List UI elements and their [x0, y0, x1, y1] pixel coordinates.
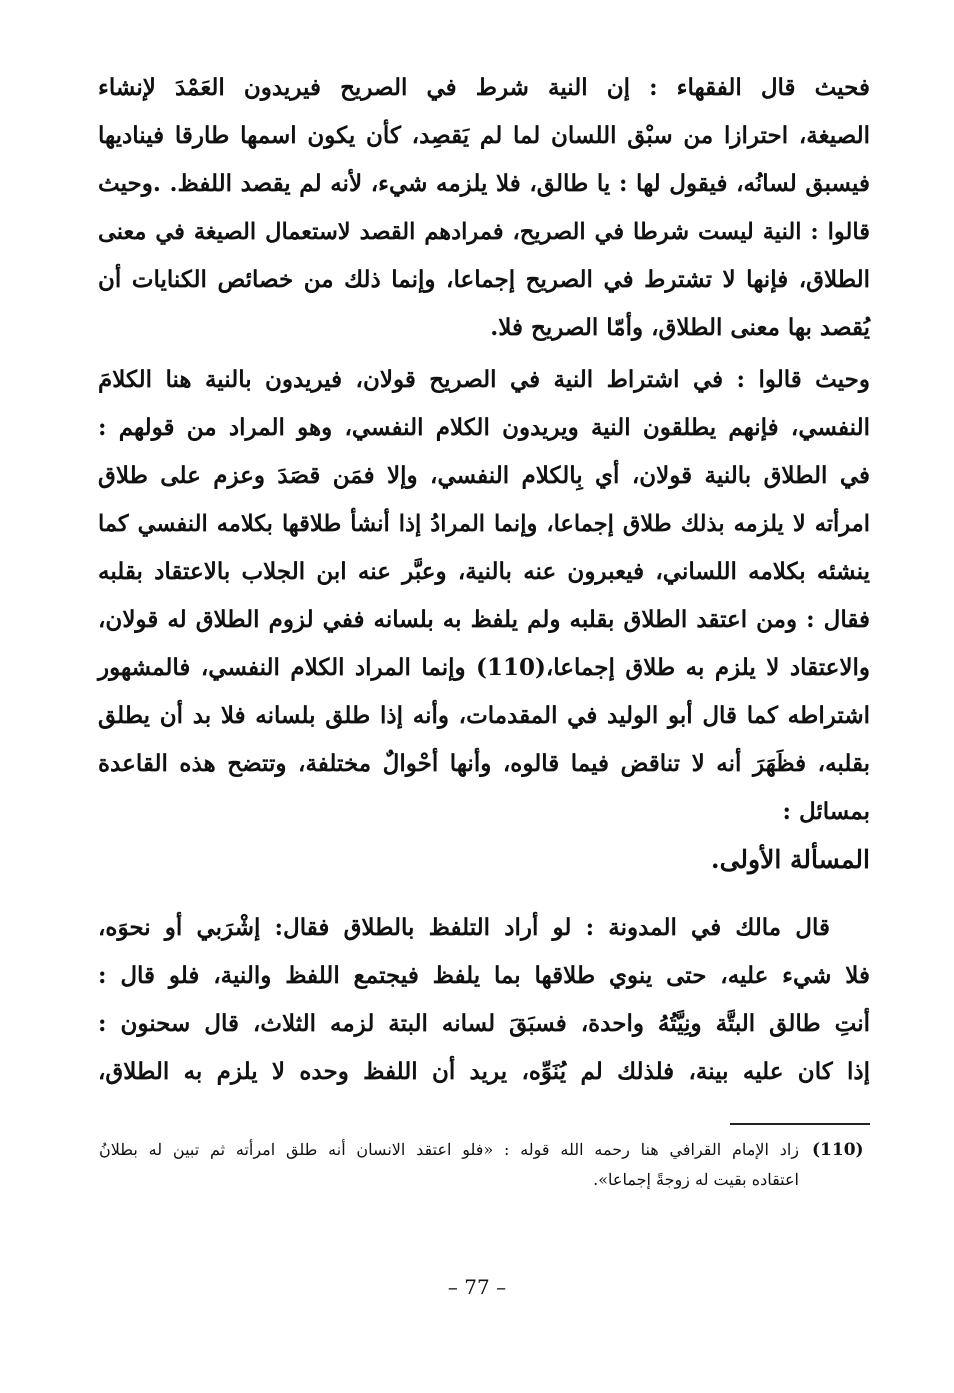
text-line: في الطلاق بالنية قولان، أي بِالكلام النفسي، وإلا فمَن قصَدَ وعزم على طلاق — [98, 462, 870, 489]
text-line: أنتِ طالق البتَّة ونِيَّتُهُ واحدة، فسبَقَ لسانه البتة لزمه الثلاث، قال سحنون : — [98, 1010, 870, 1037]
paragraph-2 — [98, 360, 870, 840]
text-line: امرأته لا يلزمه بذلك طلاق إجماعا، وإنما المرادُ إذا أنشأ طلاقها بكلامه النفسي كما — [98, 511, 870, 537]
text-line: قالوا : النية ليست شرطا في الصريح، فمرادهم القصد لاستعمال الصيغة في معنى — [98, 219, 870, 245]
text-line: والاعتقاد لا يلزم به طلاق إجماعا،(110) وإنما المراد الكلام النفسي، فالمشهور — [98, 654, 870, 681]
text-line: الصيغة، احترازا من سبْق اللسان لما لم يَقصِد، كأن يكون اسمها طارقا فيناديها — [98, 122, 870, 149]
paragraph-3 — [98, 908, 870, 1108]
text-line: وحيث قالوا : في اشتراط النية في الصريح قولان، فيريدون بالنية هنا الكلامَ — [98, 366, 870, 393]
page-number: – 77 – — [447, 1275, 507, 1299]
text-line: بمسائل : — [782, 798, 870, 825]
text-line: إذا كان عليه بينة، فلذلك لم يُنَوِّه، يريد أن اللفظ وحده لا يلزم به الطلاق، — [98, 1058, 870, 1085]
text-line: النفسي، فإنهم يطلقون النية ويريدون الكلام النفسي، وهو المراد من قولهم : — [98, 414, 870, 441]
text-line: قال مالك في المدونة : لو أراد التلفظ بالطلاق فقال: إشْرَبي أو نحوَه، — [98, 914, 830, 941]
text-line: ينشئه بكلامه اللساني، فيعبرون عنه بالنية، وعبَّر عنه ابن الجلاب بالاعتقاد بقلبه — [98, 558, 870, 585]
footnote-line: اعتقاده بقيت له زوجةً إجماعا». — [593, 1170, 799, 1189]
section-heading: المسألة الأولى. — [710, 845, 870, 874]
text-line: يُقصد بها معنى الطلاق، وأمّا الصريح فلا. — [490, 314, 870, 341]
footnote-number: (110) — [812, 1140, 864, 1160]
text-line: فقال : ومن اعتقد الطلاق بقلبه ولم يلفظ به بلسانه ففي لزوم الطلاق له قولان، — [98, 606, 870, 633]
text-line: اشتراطه كما قال أبو الوليد في المقدمات، وأنه إذا طلق بلسانه فلا بد أن يطلق — [98, 702, 870, 729]
text-line: الطلاق، فإنها لا تشترط في الصريح إجماعا، وإنما ذلك من خصائص الكنايات أن — [98, 266, 870, 293]
footnote-line: زاد الإمام القرافي هنا رحمه الله قوله : «فلو اعتقد الانسان أنه طلق امرأته ثم تبين له بطلانُ — [99, 1140, 799, 1159]
text-line: بقلبه، فظَهَرَ أنه لا تناقض فيما قالوه، وأنها أحْوالٌ مختلفة، وتتضح هذه القاعدة — [98, 750, 870, 777]
paragraph-1 — [98, 68, 870, 348]
footnote-separator — [730, 1123, 870, 1125]
text-line: فيسبق لسانُه، فيقول لها : يا طالق، فلا يلزمه شيء، لأنه لم يقصد اللفظ. .وحيث — [98, 170, 870, 197]
text-line: فلا شيء عليه، حتى ينوي طلاقها بما يلفظ فيجتمع اللفظ والنية، فلو قال : — [98, 962, 870, 989]
text-line: فحيث قال الفقهاء : إن النية شرط في الصريح فيريدون العَمْدَ لإنشاء — [98, 74, 870, 101]
